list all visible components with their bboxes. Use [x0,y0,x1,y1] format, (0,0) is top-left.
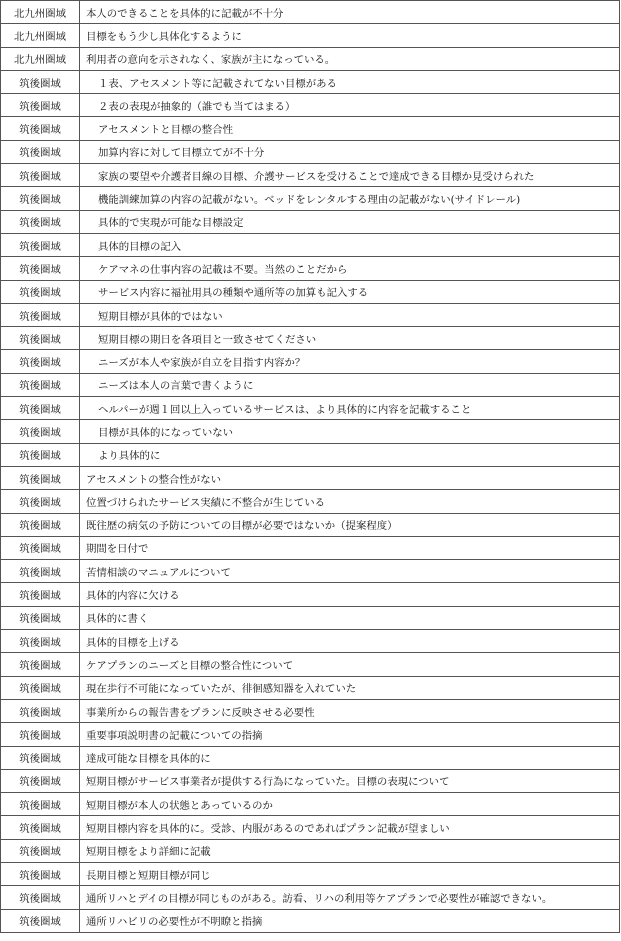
table-row [1,490,620,513]
region-cell: 筑後圏域 [1,397,80,420]
comment-cell: 長期目標と短期目標が同じ [80,862,620,885]
region-cell: 北九州圏域 [1,47,80,70]
region-cell: 筑後圏域 [1,536,80,559]
comment-cell: 位置づけられたサービス実績に不整合が生じている [80,490,620,513]
comment-cell: 短期目標をより詳細に記載 [80,839,620,862]
region-cell: 筑後圏域 [1,886,80,909]
region-cell: 筑後圏域 [1,164,80,187]
region-cell: 筑後圏域 [1,793,80,816]
comment-cell: 達成可能な目標を具体的に [80,746,620,769]
region-cell: 筑後圏域 [1,70,80,93]
comment-cell: ヘルパーが週１回以上入っているサービスは、より具体的に内容を記載すること [80,397,620,420]
region-cell: 北九州圏域 [1,24,80,47]
table-row [1,723,620,746]
comment-cell: ケアプランのニーズと目標の整合性について [80,653,620,676]
region-cell: 筑後圏域 [1,839,80,862]
table-row [1,164,620,187]
comment-cell: 事業所からの報告書をプランに反映させる必要性 [80,699,620,722]
region-cell: 筑後圏域 [1,187,80,210]
table-row [1,909,620,932]
table-row [1,233,620,256]
comment-cell: 目標が具体的になっていない [80,420,620,443]
region-cell: 筑後圏域 [1,373,80,396]
comment-cell: 利用者の意向を示されなく、家族が主になっている。 [80,47,620,70]
comment-cell: 短期目標が本人の状態とあっているのか [80,793,620,816]
table-row [1,140,620,163]
region-cell: 筑後圏域 [1,140,80,163]
table-row [1,257,620,280]
table-row [1,769,620,792]
comment-cell: １表、アセスメント等に記載されてない目標がある [80,70,620,93]
table-row [1,746,620,769]
table-row [1,676,620,699]
region-cell: 筑後圏域 [1,862,80,885]
comment-cell: 具体的に書く [80,606,620,629]
comment-cell: 期間を日付で [80,536,620,559]
region-cell: 筑後圏域 [1,909,80,932]
region-cell: 筑後圏域 [1,117,80,140]
comment-cell: 重要事項説明書の記載についての指摘 [80,723,620,746]
comment-cell: 短期目標の期日を各項目と一致させてください [80,327,620,350]
region-cell: 筑後圏域 [1,233,80,256]
region-cell: 筑後圏域 [1,210,80,233]
table-row [1,47,620,70]
comment-cell: 通所リハビリの必要性が不明瞭と指摘 [80,909,620,932]
table-row [1,839,620,862]
comment-cell: 具体的目標を上げる [80,630,620,653]
table-row [1,350,620,373]
region-cell: 北九州圏域 [1,1,80,24]
region-cell: 筑後圏域 [1,280,80,303]
region-cell: 筑後圏域 [1,676,80,699]
region-cell: 筑後圏域 [1,420,80,443]
table-row [1,699,620,722]
table-row [1,303,620,326]
comment-cell: より具体的に [80,443,620,466]
table-body [1,1,620,933]
table-row [1,862,620,885]
comment-cell: ２表の表現が抽象的（誰でも当てはまる） [80,94,620,117]
region-cell: 筑後圏域 [1,816,80,839]
comment-cell: アセスメントの整合性がない [80,466,620,489]
table-row [1,117,620,140]
comment-cell: 既往歴の病気の予防についての目標が必要ではないか（提案程度） [80,513,620,536]
region-cell: 筑後圏域 [1,653,80,676]
comment-cell: 現在歩行不可能になっていたが、徘徊感知器を入れていた [80,676,620,699]
table-row [1,583,620,606]
table-row [1,816,620,839]
comment-cell: アセスメントと目標の整合性 [80,117,620,140]
table-row [1,443,620,466]
region-cell: 筑後圏域 [1,350,80,373]
comment-cell: 家族の要望や介護者目線の目標、介護サービスを受けることで達成できる目標か見受けられた [80,164,620,187]
region-cell: 筑後圏域 [1,583,80,606]
region-cell: 筑後圏域 [1,746,80,769]
table-row [1,373,620,396]
comment-cell: 短期目標内容を具体的に。受診、内服があるのであればプラン記載が望ましい [80,816,620,839]
comment-cell: 短期目標がサービス事業者が提供する行為になっていた。目標の表現について [80,769,620,792]
table-row [1,560,620,583]
comment-cell: 目標をもう少し具体化するように [80,24,620,47]
region-cell: 筑後圏域 [1,560,80,583]
table-row [1,187,620,210]
table-row [1,327,620,350]
comment-cell: 機能訓練加算の内容の記載がない。ベッドをレンタルする理由の記載がない(サイドレール) [80,187,620,210]
table-row [1,94,620,117]
table-row [1,630,620,653]
region-cell: 筑後圏域 [1,606,80,629]
region-cell: 筑後圏域 [1,699,80,722]
comment-cell: 具体的で実現が可能な目標設定 [80,210,620,233]
table-row [1,886,620,909]
table-row [1,24,620,47]
comment-cell: ニーズは本人の言葉で書くように [80,373,620,396]
table-row [1,653,620,676]
region-cell: 筑後圏域 [1,513,80,536]
table-row [1,513,620,536]
region-cell: 筑後圏域 [1,327,80,350]
table-row [1,280,620,303]
region-cell: 筑後圏域 [1,466,80,489]
table-row [1,1,620,24]
table-row [1,420,620,443]
comment-cell: サービス内容に福祉用具の種類や通所等の加算も記入する [80,280,620,303]
region-cell: 筑後圏域 [1,630,80,653]
region-cell: 筑後圏域 [1,257,80,280]
comment-cell: 加算内容に対して目標立てが不十分 [80,140,620,163]
comment-cell: 通所リハとデイの目標が同じものがある。訪看、リハの利用等ケアプランで必要性が確認できない。 [80,886,620,909]
table-row [1,210,620,233]
region-cell: 筑後圏域 [1,303,80,326]
comment-cell: 具体的目標の記入 [80,233,620,256]
region-cell: 筑後圏域 [1,443,80,466]
table-row [1,793,620,816]
comment-cell: 本人のできることを具体的に記載が不十分 [80,1,620,24]
table-row [1,466,620,489]
table-row [1,70,620,93]
comment-cell: 苦情相談のマニュアルについて [80,560,620,583]
comment-cell: ケアマネの仕事内容の記載は不要。当然のことだから [80,257,620,280]
comment-cell: ニーズが本人や家族が自立を目指す内容か？ [80,350,620,373]
table-row [1,606,620,629]
region-cell: 筑後圏域 [1,723,80,746]
region-cell: 筑後圏域 [1,769,80,792]
table-row [1,536,620,559]
comment-cell: 短期目標が具体的ではない [80,303,620,326]
comment-cell: 具体的内容に欠ける [80,583,620,606]
region-cell: 筑後圏域 [1,94,80,117]
region-cell: 筑後圏域 [1,490,80,513]
table-row [1,397,620,420]
